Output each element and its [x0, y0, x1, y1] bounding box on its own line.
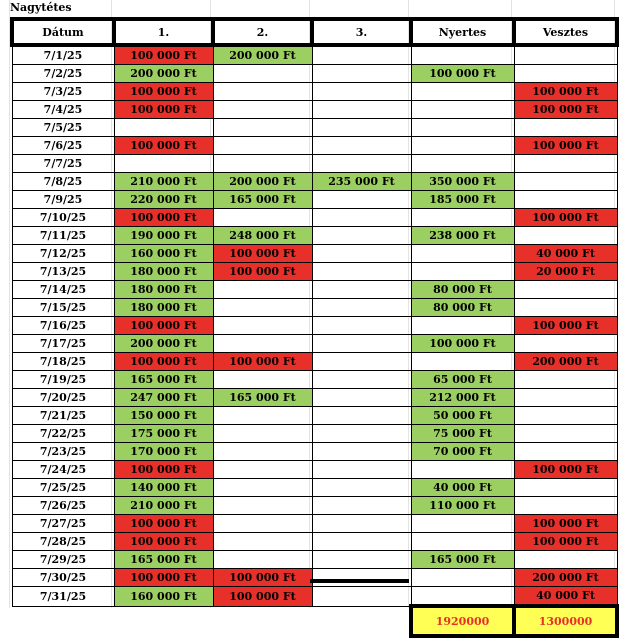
header-row	[12, 19, 617, 45]
bet-2-cell[interactable]	[213, 65, 312, 83]
bet-3-cell[interactable]	[312, 83, 411, 101]
bet-1-cell[interactable]: 165 000 Ft	[114, 371, 213, 389]
table-row	[12, 65, 617, 83]
bet-1-cell[interactable]: 100 000 Ft	[114, 515, 213, 533]
bet-3-cell[interactable]	[312, 299, 411, 317]
winner-cell[interactable]: 110 000 Ft	[411, 497, 514, 515]
date-cell[interactable]: 7/28/25	[12, 533, 114, 551]
bet-2-cell[interactable]	[213, 83, 312, 101]
loser-cell[interactable]	[514, 389, 617, 407]
date-cell[interactable]: 7/6/25	[12, 137, 114, 155]
loser-cell[interactable]	[514, 45, 617, 65]
bet-1-cell[interactable]: 180 000 Ft	[114, 299, 213, 317]
bet-2-cell[interactable]	[213, 101, 312, 119]
table-row	[12, 155, 617, 173]
bet-2-cell[interactable]	[213, 137, 312, 155]
winner-cell[interactable]	[411, 137, 514, 155]
date-cell[interactable]: 7/20/25	[12, 389, 114, 407]
bet-3-cell[interactable]	[312, 371, 411, 389]
winner-cell[interactable]	[411, 119, 514, 137]
date-cell[interactable]: 7/3/25	[12, 83, 114, 101]
bet-1-cell[interactable]: 100 000 Ft	[114, 45, 213, 65]
date-cell[interactable]: 7/7/25	[12, 155, 114, 173]
bet-1-cell[interactable]: 100 000 Ft	[114, 569, 213, 587]
winner-cell[interactable]	[411, 533, 514, 551]
bet-1-cell[interactable]: 180 000 Ft	[114, 263, 213, 281]
date-cell[interactable]: 7/13/25	[12, 263, 114, 281]
date-cell[interactable]: 7/31/25	[12, 587, 114, 607]
bet-1-cell[interactable]: 180 000 Ft	[114, 281, 213, 299]
winner-cell[interactable]	[411, 245, 514, 263]
header-winner[interactable]: Nyertes	[411, 19, 514, 45]
bet-2-cell[interactable]	[213, 407, 312, 425]
bet-2-cell[interactable]	[213, 371, 312, 389]
bet-1-cell[interactable]: 100 000 Ft	[114, 353, 213, 371]
header-date[interactable]: Dátum	[12, 19, 114, 45]
table-row	[12, 515, 617, 533]
bet-1-cell[interactable]: 100 000 Ft	[114, 83, 213, 101]
bet-1-cell[interactable]: 100 000 Ft	[114, 137, 213, 155]
bet-3-cell[interactable]	[312, 209, 411, 227]
table-row	[12, 371, 617, 389]
loser-cell[interactable]: 100 000 Ft	[514, 137, 617, 155]
winner-cell[interactable]: 212 000 Ft	[411, 389, 514, 407]
bet-1-cell[interactable]: 210 000 Ft	[114, 497, 213, 515]
bet-1-cell[interactable]: 160 000 Ft	[114, 245, 213, 263]
bet-3-cell[interactable]	[312, 335, 411, 353]
winner-cell[interactable]	[411, 515, 514, 533]
header-bet-1[interactable]: 1.	[114, 19, 213, 45]
bet-1-cell[interactable]: 150 000 Ft	[114, 407, 213, 425]
winner-cell[interactable]	[411, 317, 514, 335]
bet-1-cell[interactable]: 247 000 Ft	[114, 389, 213, 407]
bet-3-cell[interactable]	[312, 587, 411, 607]
table-row	[12, 173, 617, 191]
table-row	[12, 209, 617, 227]
loser-cell[interactable]: 40 000 Ft	[514, 587, 617, 607]
date-cell[interactable]: 7/29/25	[12, 551, 114, 569]
bet-1-cell[interactable]: 100 000 Ft	[114, 101, 213, 119]
bet-1-cell[interactable]: 200 000 Ft	[114, 65, 213, 83]
bet-3-cell[interactable]: 235 000 Ft	[312, 173, 411, 191]
table-row	[12, 299, 617, 317]
bet-3-cell[interactable]	[312, 425, 411, 443]
date-cell[interactable]: 7/23/25	[12, 443, 114, 461]
loser-cell[interactable]	[514, 281, 617, 299]
total-winner-cell[interactable]: 1920000	[411, 606, 514, 636]
bet-3-cell[interactable]	[312, 497, 411, 515]
date-cell[interactable]: 7/19/25	[12, 371, 114, 389]
date-cell[interactable]: 7/22/25	[12, 425, 114, 443]
bet-2-cell[interactable]: 200 000 Ft	[213, 173, 312, 191]
table-row	[12, 353, 617, 371]
date-cell[interactable]: 7/26/25	[12, 497, 114, 515]
bet-2-cell[interactable]	[213, 533, 312, 551]
winner-cell[interactable]: 70 000 Ft	[411, 443, 514, 461]
loser-cell[interactable]	[514, 65, 617, 83]
loser-cell[interactable]	[514, 407, 617, 425]
winner-cell[interactable]: 50 000 Ft	[411, 407, 514, 425]
winner-cell[interactable]	[411, 209, 514, 227]
table-row	[12, 83, 617, 101]
loser-cell[interactable]	[514, 479, 617, 497]
bet-3-cell[interactable]	[312, 389, 411, 407]
loser-cell[interactable]: 100 000 Ft	[514, 101, 617, 119]
loser-cell[interactable]	[514, 443, 617, 461]
bet-3-cell[interactable]	[312, 119, 411, 137]
loser-cell[interactable]	[514, 299, 617, 317]
winner-cell[interactable]: 100 000 Ft	[411, 335, 514, 353]
bet-3-cell[interactable]	[312, 65, 411, 83]
loser-cell[interactable]: 100 000 Ft	[514, 533, 617, 551]
bet-1-cell[interactable]: 220 000 Ft	[114, 191, 213, 209]
winner-cell[interactable]: 40 000 Ft	[411, 479, 514, 497]
date-cell[interactable]: 7/8/25	[12, 173, 114, 191]
loser-cell[interactable]: 200 000 Ft	[514, 353, 617, 371]
loser-cell[interactable]	[514, 119, 617, 137]
bet-3-cell[interactable]	[312, 515, 411, 533]
bet-2-cell[interactable]	[213, 299, 312, 317]
date-cell[interactable]: 7/15/25	[12, 299, 114, 317]
loser-cell[interactable]: 40 000 Ft	[514, 245, 617, 263]
bet-3-cell[interactable]	[312, 461, 411, 479]
bet-2-cell[interactable]: 100 000 Ft	[213, 353, 312, 371]
table-row	[12, 137, 617, 155]
table-row	[12, 425, 617, 443]
bet-2-cell[interactable]: 165 000 Ft	[213, 389, 312, 407]
bet-1-cell[interactable]: 140 000 Ft	[114, 479, 213, 497]
bet-1-cell[interactable]	[114, 119, 213, 137]
winner-cell[interactable]: 80 000 Ft	[411, 281, 514, 299]
winner-cell[interactable]	[411, 569, 514, 587]
header-loser[interactable]: Vesztes	[514, 19, 617, 45]
winner-cell[interactable]	[411, 101, 514, 119]
winner-cell[interactable]: 165 000 Ft	[411, 551, 514, 569]
bet-2-cell[interactable]	[213, 119, 312, 137]
bet-3-cell[interactable]	[312, 551, 411, 569]
table-row	[12, 461, 617, 479]
bet-2-cell[interactable]	[213, 335, 312, 353]
bet-2-cell[interactable]	[213, 425, 312, 443]
bet-1-cell[interactable]: 100 000 Ft	[114, 317, 213, 335]
table-row	[12, 263, 617, 281]
bet-1-cell[interactable]: 165 000 Ft	[114, 551, 213, 569]
table-row	[12, 497, 617, 515]
table-row	[12, 245, 617, 263]
bet-2-cell[interactable]	[213, 479, 312, 497]
loser-cell[interactable]: 100 000 Ft	[514, 515, 617, 533]
table-row	[12, 227, 617, 245]
loser-cell[interactable]: 100 000 Ft	[514, 83, 617, 101]
winner-cell[interactable]	[411, 83, 514, 101]
bet-2-cell[interactable]: 100 000 Ft	[213, 569, 312, 587]
bet-3-cell[interactable]	[312, 281, 411, 299]
bet-1-cell[interactable]	[114, 155, 213, 173]
table-row	[12, 317, 617, 335]
loser-cell[interactable]	[514, 335, 617, 353]
bet-3-cell[interactable]	[312, 155, 411, 173]
bet-3-cell[interactable]	[312, 227, 411, 245]
winner-cell[interactable]: 185 000 Ft	[411, 191, 514, 209]
date-cell[interactable]: 7/10/25	[12, 209, 114, 227]
loser-cell[interactable]: 100 000 Ft	[514, 461, 617, 479]
totals-row	[12, 606, 617, 636]
bet-3-cell[interactable]	[312, 533, 411, 551]
empty-cell[interactable]	[213, 606, 312, 636]
bet-2-cell[interactable]: 200 000 Ft	[213, 45, 312, 65]
loser-cell[interactable]: 20 000 Ft	[514, 263, 617, 281]
loser-cell[interactable]: 200 000 Ft	[514, 569, 617, 587]
bet-3-cell[interactable]	[312, 317, 411, 335]
bet-1-cell[interactable]: 170 000 Ft	[114, 443, 213, 461]
empty-cell[interactable]	[12, 606, 114, 636]
bet-3-cell[interactable]	[312, 263, 411, 281]
bet-3-cell[interactable]	[312, 479, 411, 497]
bet-2-cell[interactable]	[213, 155, 312, 173]
bet-3-cell[interactable]	[312, 245, 411, 263]
bet-3-cell[interactable]	[312, 101, 411, 119]
empty-cell[interactable]	[114, 606, 213, 636]
bet-3-cell[interactable]	[312, 407, 411, 425]
table-row	[12, 101, 617, 119]
bet-3-cell[interactable]	[312, 353, 411, 371]
bet-2-cell[interactable]	[213, 551, 312, 569]
date-cell[interactable]: 7/30/25	[12, 569, 114, 587]
loser-cell[interactable]: 100 000 Ft	[514, 209, 617, 227]
bet-3-cell[interactable]	[312, 191, 411, 209]
winner-cell[interactable]	[411, 263, 514, 281]
date-cell[interactable]: 7/12/25	[12, 245, 114, 263]
table-row	[12, 443, 617, 461]
bet-2-cell[interactable]	[213, 461, 312, 479]
winner-cell[interactable]	[411, 587, 514, 607]
bet-2-cell[interactable]: 100 000 Ft	[213, 263, 312, 281]
bet-2-cell[interactable]	[213, 281, 312, 299]
bet-2-cell[interactable]	[213, 209, 312, 227]
date-cell[interactable]: 7/1/25	[12, 45, 114, 65]
table-row	[12, 551, 617, 569]
loser-cell[interactable]	[514, 191, 617, 209]
bet-1-cell[interactable]: 200 000 Ft	[114, 335, 213, 353]
loser-cell[interactable]	[514, 173, 617, 191]
bet-3-cell[interactable]	[312, 569, 411, 587]
winner-cell[interactable]: 238 000 Ft	[411, 227, 514, 245]
table-row	[12, 45, 617, 65]
date-cell[interactable]: 7/24/25	[12, 461, 114, 479]
table-row	[12, 587, 617, 607]
table-row	[12, 479, 617, 497]
winner-cell[interactable]	[411, 461, 514, 479]
winner-cell[interactable]: 75 000 Ft	[411, 425, 514, 443]
bet-2-cell[interactable]: 100 000 Ft	[213, 587, 312, 607]
loser-cell[interactable]	[514, 155, 617, 173]
winner-cell[interactable]	[411, 155, 514, 173]
bet-2-cell[interactable]	[213, 497, 312, 515]
date-cell[interactable]: 7/14/25	[12, 281, 114, 299]
date-cell[interactable]: 7/16/25	[12, 317, 114, 335]
bet-2-cell[interactable]: 100 000 Ft	[213, 245, 312, 263]
date-cell[interactable]: 7/2/25	[12, 65, 114, 83]
date-cell[interactable]: 7/11/25	[12, 227, 114, 245]
winner-cell[interactable]	[411, 45, 514, 65]
winner-cell[interactable]: 350 000 Ft	[411, 173, 514, 191]
winner-cell[interactable]: 65 000 Ft	[411, 371, 514, 389]
loser-cell[interactable]	[514, 425, 617, 443]
bet-1-cell[interactable]: 100 000 Ft	[114, 533, 213, 551]
bet-3-cell[interactable]	[312, 45, 411, 65]
bet-1-cell[interactable]: 175 000 Ft	[114, 425, 213, 443]
header-bet-2[interactable]: 2.	[213, 19, 312, 45]
bet-2-cell[interactable]	[213, 515, 312, 533]
table-row	[12, 191, 617, 209]
table-row	[12, 335, 617, 353]
bet-3-cell[interactable]	[312, 137, 411, 155]
date-cell[interactable]: 7/18/25	[12, 353, 114, 371]
empty-cell[interactable]	[312, 606, 411, 636]
bet-1-cell[interactable]: 210 000 Ft	[114, 173, 213, 191]
table-row	[12, 119, 617, 137]
winner-cell[interactable]: 80 000 Ft	[411, 299, 514, 317]
bet-1-cell[interactable]: 100 000 Ft	[114, 461, 213, 479]
bet-2-cell[interactable]	[213, 443, 312, 461]
date-cell[interactable]: 7/5/25	[12, 119, 114, 137]
date-cell[interactable]: 7/25/25	[12, 479, 114, 497]
bet-1-cell[interactable]: 190 000 Ft	[114, 227, 213, 245]
loser-cell[interactable]	[514, 371, 617, 389]
header-bet-3[interactable]: 3.	[312, 19, 411, 45]
loser-cell[interactable]	[514, 497, 617, 515]
bet-1-cell[interactable]: 100 000 Ft	[114, 209, 213, 227]
total-separator-bar	[310, 579, 409, 583]
bet-2-cell[interactable]: 248 000 Ft	[213, 227, 312, 245]
sheet-title[interactable]: Nagytétes	[10, 1, 72, 14]
date-cell[interactable]: 7/4/25	[12, 101, 114, 119]
bet-1-cell[interactable]: 160 000 Ft	[114, 587, 213, 607]
winner-cell[interactable]	[411, 353, 514, 371]
table-row	[12, 407, 617, 425]
bet-2-cell[interactable]: 165 000 Ft	[213, 191, 312, 209]
loser-cell[interactable]: 100 000 Ft	[514, 317, 617, 335]
table-row	[12, 281, 617, 299]
bet-2-cell[interactable]	[213, 317, 312, 335]
table-row	[12, 533, 617, 551]
bet-3-cell[interactable]	[312, 443, 411, 461]
loser-cell[interactable]	[514, 227, 617, 245]
date-cell[interactable]: 7/9/25	[12, 191, 114, 209]
table-row	[12, 569, 617, 587]
date-cell[interactable]: 7/21/25	[12, 407, 114, 425]
date-cell[interactable]: 7/27/25	[12, 515, 114, 533]
date-cell[interactable]: 7/17/25	[12, 335, 114, 353]
total-loser-cell[interactable]: 1300000	[514, 606, 617, 636]
loser-cell[interactable]	[514, 551, 617, 569]
bets-table	[10, 17, 619, 638]
table-row	[12, 389, 617, 407]
winner-cell[interactable]: 100 000 Ft	[411, 65, 514, 83]
